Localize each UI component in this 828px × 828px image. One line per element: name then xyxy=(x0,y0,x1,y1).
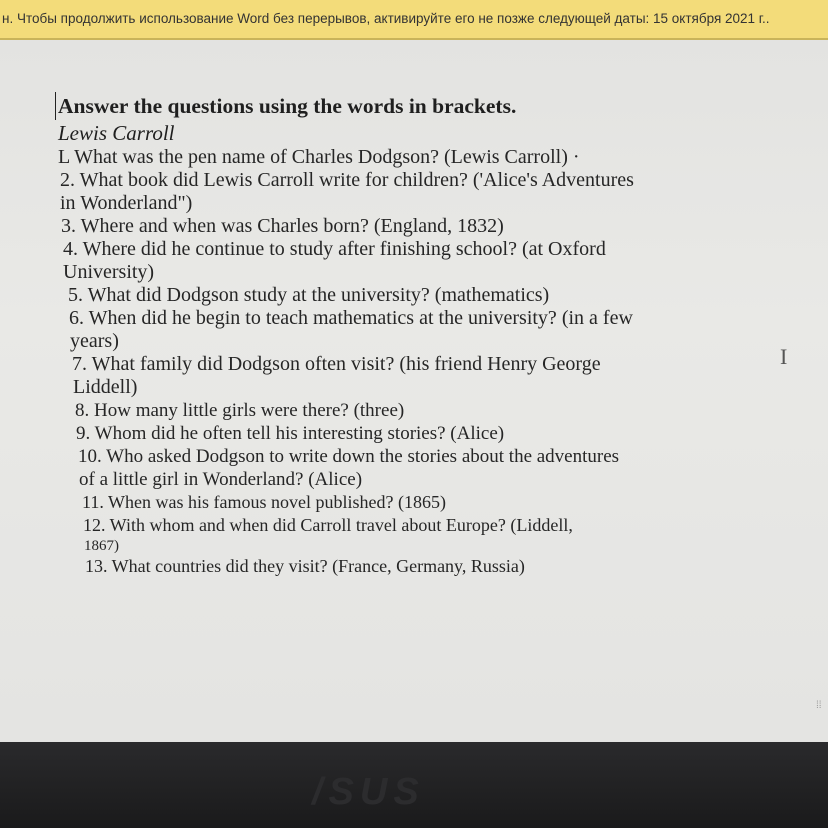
question-line: 6. When did he begin to teach mathematics at the university? (in a few xyxy=(69,307,633,329)
activation-warning-text: н. Чтобы продолжить использование Word без перерывов, активируйте его не позже следующей даты: 15 октября 2021 г.. xyxy=(2,11,770,26)
question-line: 2. What book did Lewis Carroll write for children? ('Alice's Adventures xyxy=(60,169,634,191)
document-subtitle: Lewis Carroll xyxy=(58,121,175,145)
question-line: years) xyxy=(70,330,119,352)
question-line: 13. What countries did they visit? (France, Germany, Russia) xyxy=(85,556,525,576)
question-line: 1867) xyxy=(84,538,119,554)
question-line: L What was the pen name of Charles Dodgson? (Lewis Carroll) · xyxy=(58,146,580,168)
question-line: University) xyxy=(63,261,155,283)
question-line: 7. What family did Dodgson often visit? (his friend Henry George xyxy=(72,353,601,375)
document-heading: Answer the questions using the words in brackets. xyxy=(55,92,788,120)
question-line: 4. Where did he continue to study after finishing school? (at Oxford xyxy=(63,238,606,260)
text-cursor-icon: I xyxy=(780,344,788,369)
question-line: 12. With whom and when did Carroll travel about Europe? (Liddell, xyxy=(83,515,573,535)
question-line: in Wonderland") xyxy=(60,192,193,214)
question-line: 11. When was his famous novel published? (1865) xyxy=(82,492,446,512)
monitor-logo: /SUS xyxy=(312,771,425,813)
document-content[interactable] xyxy=(58,92,788,578)
question-line: of a little girl in Wonderland? (Alice) xyxy=(79,469,363,490)
scrollbar-stub-icon[interactable]: ⁞⁞ xyxy=(816,700,822,711)
question-line: 3. Where and when was Charles born? (England, 1832) xyxy=(61,215,504,237)
activation-warning-banner xyxy=(0,0,828,38)
question-line: 5. What did Dodgson study at the university? (mathematics) xyxy=(68,284,550,306)
question-line: 8. How many little girls were there? (three) xyxy=(75,400,405,421)
question-line: 9. Whom did he often tell his interesting stories? (Alice) xyxy=(76,423,505,444)
question-line: 10. Who asked Dodgson to write down the stories about the adventures xyxy=(78,446,620,467)
question-line: Liddell) xyxy=(73,376,138,398)
